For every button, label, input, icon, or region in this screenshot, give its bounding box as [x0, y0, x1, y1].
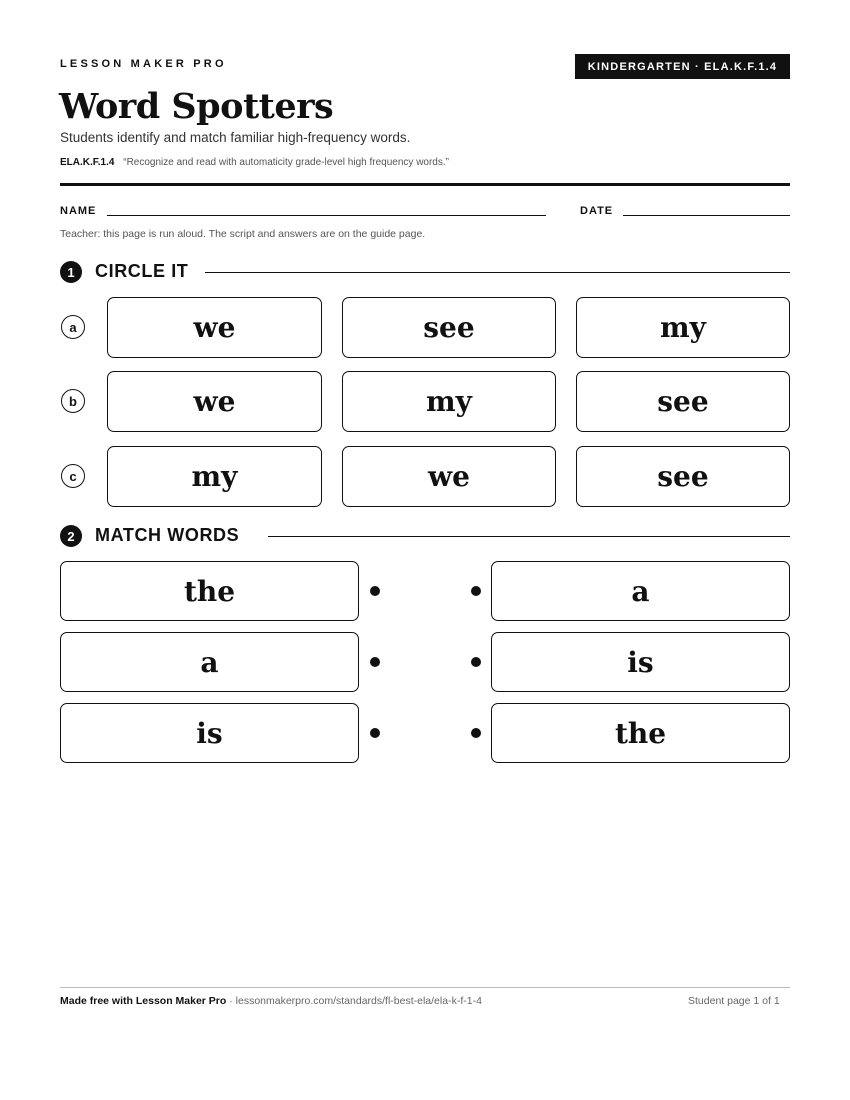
match-left-dot[interactable] [370, 657, 380, 667]
grade-standard-badge: KINDERGARTEN · ELA.K.F.1.4 [575, 54, 790, 79]
header-divider [60, 183, 790, 186]
match-right-dot[interactable] [471, 586, 481, 596]
date-field[interactable] [623, 215, 790, 216]
date-label: DATE [580, 205, 614, 217]
match-right-dot[interactable] [471, 728, 481, 738]
match-left-card[interactable]: the [60, 561, 359, 621]
circle-word-card[interactable]: we [107, 371, 322, 432]
match-left-card[interactable]: a [60, 632, 359, 692]
row-label-c: c [61, 464, 85, 488]
page-title: Word Spotters [59, 86, 334, 127]
section-2-number: 2 [60, 525, 82, 547]
match-left-dot[interactable] [370, 586, 380, 596]
circle-word-card[interactable]: we [107, 297, 322, 358]
match-left-dot[interactable] [370, 728, 380, 738]
section-2-rule [268, 536, 790, 537]
page-subtitle: Students identify and match familiar high-frequency words. [60, 130, 411, 145]
section-2-title: MATCH WORDS [95, 525, 240, 545]
match-right-dot[interactable] [471, 657, 481, 667]
row-label-b: b [61, 389, 85, 413]
match-right-card[interactable]: the [491, 703, 790, 763]
circle-word-card[interactable]: see [576, 446, 790, 507]
section-1-number: 1 [60, 261, 82, 283]
name-label: NAME [60, 205, 97, 217]
match-right-card[interactable]: is [491, 632, 790, 692]
match-left-card[interactable]: is [60, 703, 359, 763]
standard-line [60, 157, 449, 168]
teacher-note: Teacher: this page is run aloud. The script and answers are on the guide page. [60, 228, 426, 240]
footer-page-number: Student page 1 of 1 [688, 995, 780, 1007]
footer-made-with: Made free with Lesson Maker Pro [60, 995, 227, 1007]
footer-credit [60, 995, 482, 1007]
section-1-title: CIRCLE IT [95, 261, 189, 281]
name-field[interactable] [107, 215, 546, 216]
section-1-rule [205, 272, 790, 273]
circle-word-card[interactable]: see [342, 297, 556, 358]
brand-name: LESSON MAKER PRO [60, 58, 227, 70]
circle-word-card[interactable]: see [576, 371, 790, 432]
circle-word-card[interactable]: my [576, 297, 790, 358]
standard-code: ELA.K.F.1.4 [60, 157, 115, 168]
standard-description: “Recognize and read with automaticity grade-level high frequency words.” [123, 157, 449, 168]
footer-url[interactable]: · lessonmakerpro.com/standards/fl-best-ela/ela-k-f-1-4 [226, 995, 482, 1007]
circle-word-card[interactable]: we [342, 446, 556, 507]
match-right-card[interactable]: a [491, 561, 790, 621]
footer-divider [60, 987, 790, 988]
row-label-a: a [61, 315, 85, 339]
circle-word-card[interactable]: my [107, 446, 322, 507]
circle-word-card[interactable]: my [342, 371, 556, 432]
